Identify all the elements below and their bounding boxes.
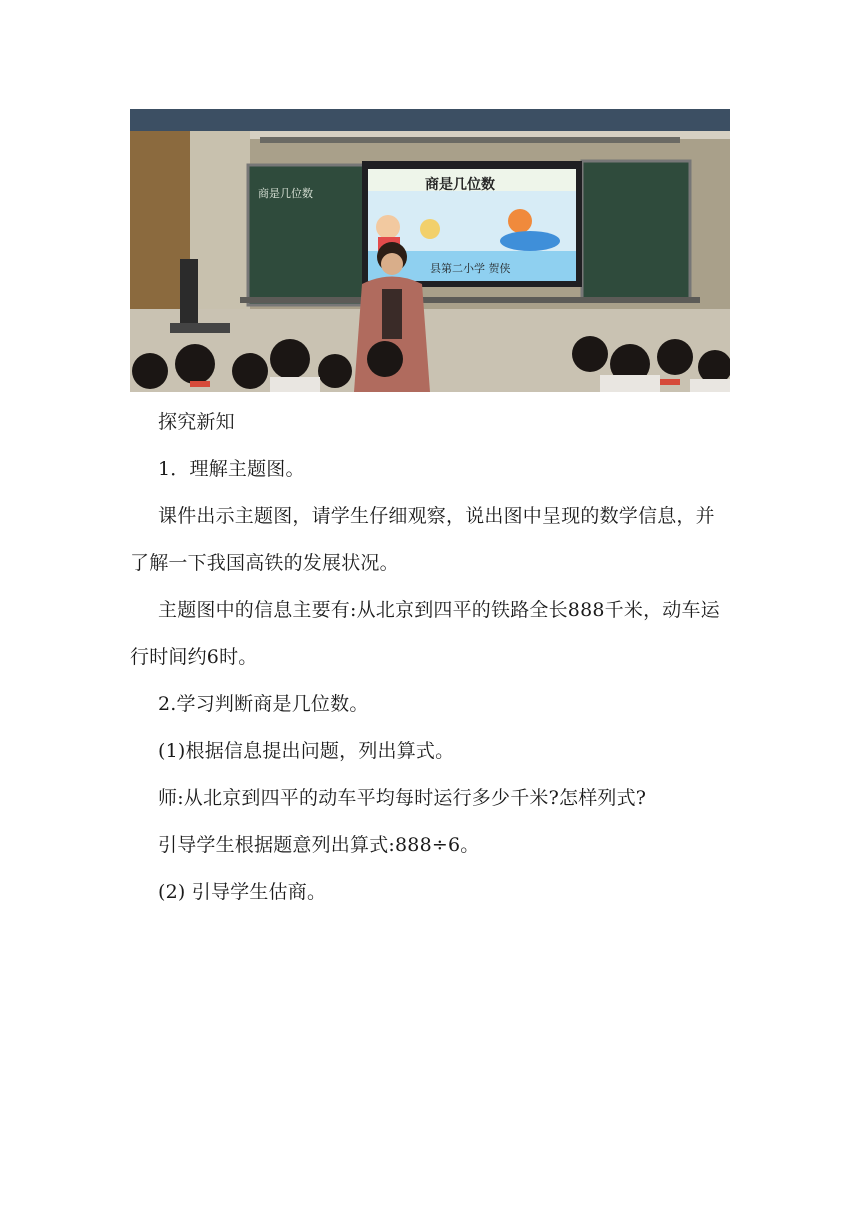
slide-footer: 县第二小学 贺侠 <box>430 262 511 275</box>
slide-title: 商是几位数 <box>425 177 495 193</box>
sub-step-2: (2) 引导学生估商。 <box>158 881 327 903</box>
sub-step-1: (1)根据信息提出问题，列出算式。 <box>158 740 455 762</box>
teacher-question: 师:从北京到四平的动车平均每时运行多少千米?怎样列式? <box>158 787 647 809</box>
board-text: 商是几位数 <box>258 187 313 200</box>
section-heading: 探究新知 <box>158 411 235 433</box>
step-1-heading: 1．理解主题图。 <box>158 458 305 480</box>
paragraph-courseware: 课件出示主题图，请学生仔细观察，说出图中呈现的数学信息，并了解一下我国高铁的发展状况。 <box>130 505 715 574</box>
step-2-heading: 2.学习判断商是几位数。 <box>158 693 369 715</box>
paragraph-info: 主题图中的信息主要有:从北京到四平的铁路全长888千米，动车运行时间约6时。 <box>130 599 720 668</box>
formula-line: 引导学生根据题意列出算式:888÷6。 <box>158 834 480 856</box>
classroom-photo <box>130 109 730 392</box>
